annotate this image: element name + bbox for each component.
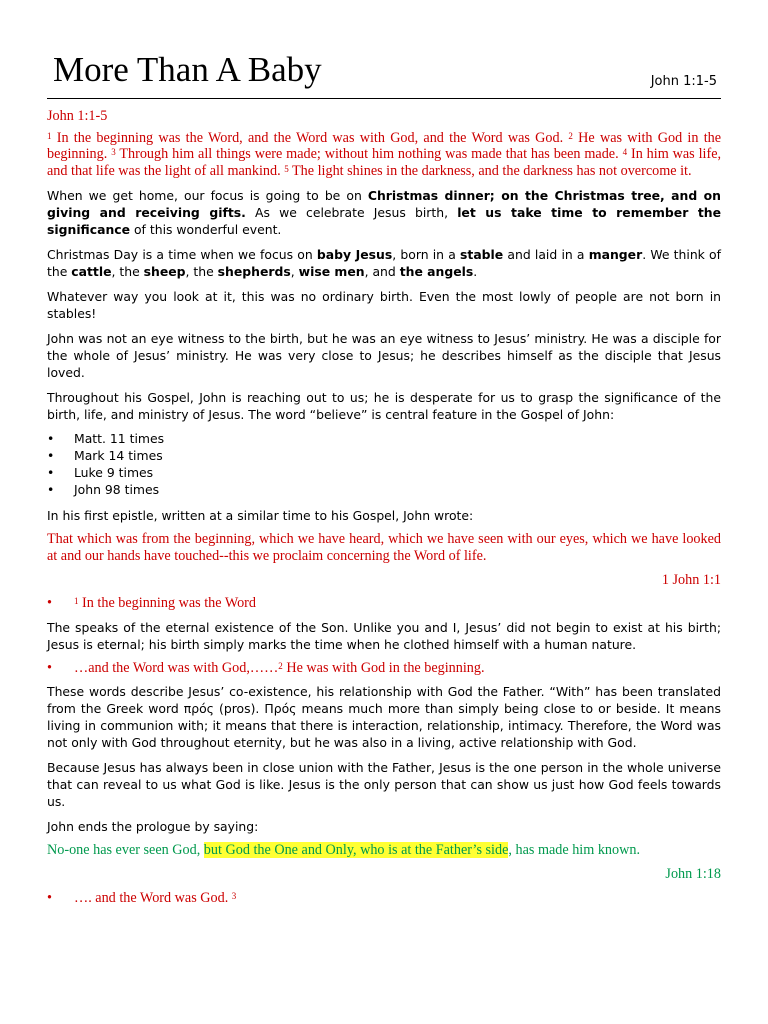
paragraph-eye-witness: John was not an eye witness to the birth, but he was an eye witness to Jesus’ ministry. He was a disciple for the whole of Jesus’ ministry. He was very close to Jesus; he describes himself as the disciple that Jesus loved.: [47, 331, 721, 381]
paragraph-co-existence: These words describe Jesus’ co-existence, his relationship with God the Father. “With” has been translated from the Greek word πρός (pros). Πρός means much more than simply being close to or beside. It means living in communion with; it means that there is interaction, relationship, intimacy. Therefore, the Word was not only with God throughout eternity, but he was also in a living, active relationship with God.: [47, 684, 721, 751]
bullet: •: [47, 431, 55, 447]
page-title: More Than A Baby: [53, 50, 322, 89]
header-reference: John 1:1-5: [650, 74, 717, 89]
list-item: • $^1$ In the beginning was the Word: [47, 595, 256, 612]
bullet: •: [47, 659, 52, 676]
paragraph-eternal-existence: The speaks of the eternal existence of the Son. Unlike you and I, Jesus’ did not begin to exist at his birth; Jesus is eternal; his birth simply marks the time when he clothed himself with a human nature.: [47, 619, 721, 652]
paragraph-prologue-ending: John ends the prologue by saying:: [47, 819, 259, 835]
list-item: • …and the Word was with God,……$^2$ He was with God in the beginning.: [47, 659, 485, 676]
quote-1-john-reference: 1 John 1:1: [661, 571, 721, 588]
bullet: •: [47, 448, 55, 464]
point-word-was-god: [47, 890, 721, 907]
bullet: •: [47, 889, 52, 906]
quote-1-john: That which was from the beginning, which we have heard, which we have seen with our eyes, which we have looked at and our hands have touched--this we proclaim concerning the Word of life.: [47, 531, 721, 564]
bullet: •: [47, 465, 55, 481]
scripture-passage: $^1$ In the beginning was the Word, and the Word was with God, and the Word was God. $^2$ He was with God in the beginning. $^3$ Through him all things were made; without him nothing was made that has been made. $^4$ In him was life, and that life was the light of all mankind. $^5$ The light shines in the darkness, and the darkness has not overcome it.: [47, 129, 722, 179]
page-header: [47, 0, 721, 99]
highlighted-text: but God the One and Only, who is at the Father’s side: [203, 842, 509, 859]
paragraph-gospel-believe: Throughout his Gospel, John is reaching out to us; he is desperate for us to grasp the significance of the birth, life, and ministry of Jesus. The word “believe” is central feature in the Gospel of John:: [47, 390, 721, 423]
paragraph-close-union: Because Jesus has always been in close union with the Father, Jesus is the one person in the whole universe that can reveal to us what God is like. Jesus is the only person that can show us just how God feels towards us.: [47, 760, 721, 810]
quote-john-1-18-reference: John 1:18: [665, 865, 721, 882]
list-item: • …. and the Word was God. $^3$: [47, 889, 237, 906]
list-item: • Matt. 11 times: [47, 431, 165, 447]
paragraph-christmas-focus: When we get home, our focus is going to be on Christmas dinner; on the Christmas tree, and on giving and receiving gifts. As we celebrate Jesus birth, let us take time to remember the significance of this wonderful event.: [47, 188, 721, 238]
passage-reference: John 1:1-5: [47, 108, 108, 124]
quote-john-1-18: No-one has ever seen God, but God the One and Only, who is at the Father’s side, has made him known.: [47, 842, 640, 859]
list-item: • Luke 9 times: [47, 465, 154, 481]
paragraph-ordinary-birth: Whatever way you look at it, this was no ordinary birth. Even the most lowly of people are not born in stables!: [47, 289, 721, 322]
list-item: • John 98 times: [47, 482, 160, 498]
document-page: [47, 0, 721, 906]
bullet: •: [47, 595, 52, 612]
point-with-god: [47, 660, 721, 677]
bullet: •: [47, 482, 55, 498]
believe-count-list: [47, 430, 721, 498]
paragraph-first-epistle: In his first epistle, written at a similar time to his Gospel, John wrote:: [47, 508, 474, 524]
paragraph-christmas-day: Christmas Day is a time when we focus on baby Jesus, born in a stable and laid in a manger. We think of the cattle, the sheep, the shepherds, wise men, and the angels.: [47, 247, 721, 280]
list-item: • Mark 14 times: [47, 448, 163, 464]
point-beginning: [47, 595, 721, 612]
